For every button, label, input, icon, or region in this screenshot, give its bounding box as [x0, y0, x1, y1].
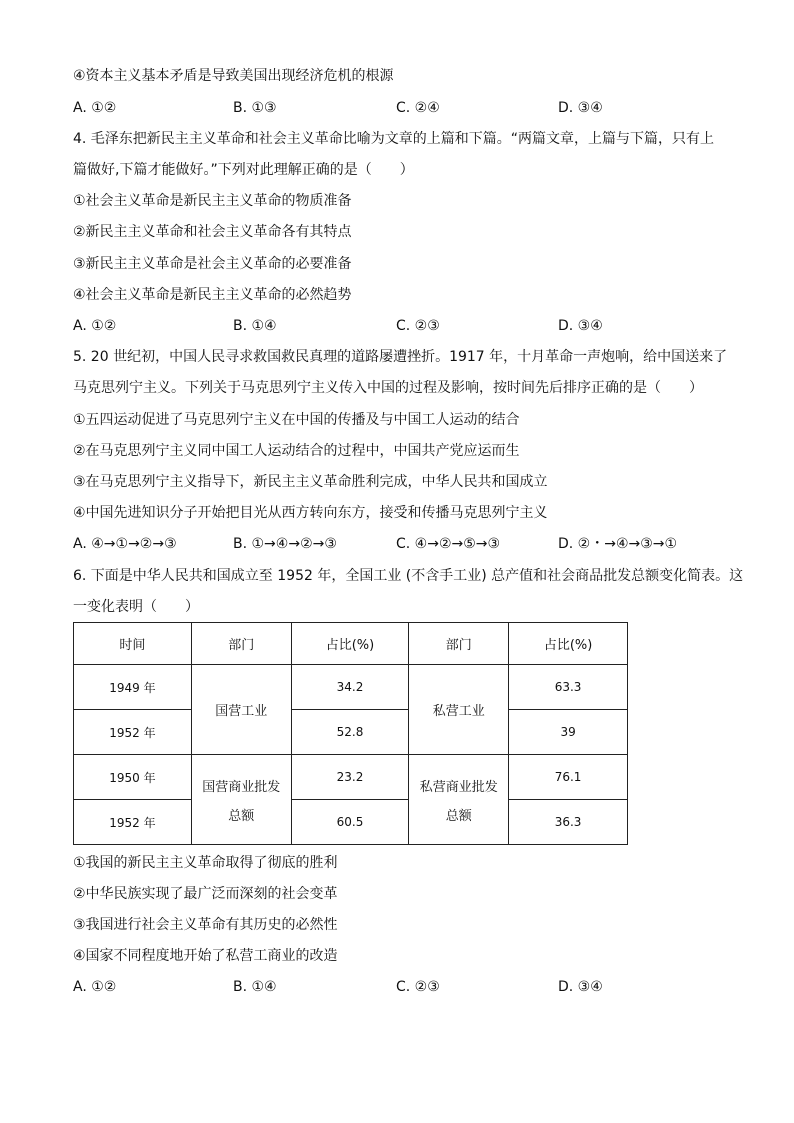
q5-item-3: ③在马克思列宁主义指导下，新民主主义革命胜利完成，中华人民共和国成立	[73, 474, 548, 490]
dept-label-line-2: 总额	[228, 808, 255, 824]
table-cell-dept-private-industry: 私营工业	[409, 665, 509, 755]
q4-item-3: ③新民主主义革命是社会主义革命的必要准备	[73, 256, 352, 272]
q5-option-d[interactable]: D. ②・→④→③→①	[558, 536, 678, 552]
dept-label-line-2: 总额	[445, 808, 472, 824]
q4-option-b[interactable]: B. ①④	[233, 318, 277, 334]
q5-item-4: ④中国先进知识分子开始把目光从西方转向东方，接受和传播马克思列宁主义	[73, 505, 548, 521]
q6-stem-line-2: 一变化表明（ ）	[73, 599, 199, 615]
table-header-cell: 占比(%)	[291, 623, 409, 665]
q5-item-1: ①五四运动促进了马克思列宁主义在中国的传播及与中国工人运动的结合	[73, 412, 520, 428]
q6-options	[73, 977, 733, 997]
table-cell-dept-state-commerce	[191, 755, 291, 845]
q3-option-a[interactable]: A. ①②	[73, 100, 117, 116]
table-cell-value: 39	[509, 710, 628, 755]
q6-option-c[interactable]: C. ②③	[396, 979, 440, 995]
q5-options	[73, 534, 733, 554]
table-cell-value: 34.2	[291, 665, 409, 710]
table-cell-year: 1949 年	[74, 665, 192, 710]
q5-option-b[interactable]: B. ①→④→②→③	[233, 536, 337, 552]
table-row	[74, 755, 628, 800]
table-cell-year: 1950 年	[74, 755, 192, 800]
q6-item-4: ④国家不同程度地开始了私营工商业的改造	[73, 948, 338, 964]
table-cell-value: 52.8	[291, 710, 409, 755]
table-cell-value: 76.1	[509, 755, 628, 800]
table-header-cell: 占比(%)	[509, 623, 628, 665]
table-cell-value: 23.2	[291, 755, 409, 800]
q4-item-2: ②新民主主义革命和社会主义革命各有其特点	[73, 224, 352, 240]
q5-item-2: ②在马克思列宁主义同中国工人运动结合的过程中，中国共产党应运而生	[73, 443, 520, 459]
dept-label-line-1: 私营商业批发	[419, 779, 498, 795]
table-cell-year: 1952 年	[74, 800, 192, 845]
q4-item-4: ④社会主义革命是新民主主义革命的必然趋势	[73, 287, 352, 303]
q6-option-a[interactable]: A. ①②	[73, 979, 117, 995]
table-header-row	[74, 623, 628, 665]
q4-option-a[interactable]: A. ①②	[73, 318, 117, 334]
q4-option-d[interactable]: D. ③④	[558, 318, 603, 334]
q4-stem-line-2: 篇做好,下篇才能做好。”下列对此理解正确的是（ ）	[73, 162, 414, 178]
q6-item-2: ②中华民族实现了最广泛而深刻的社会变革	[73, 886, 338, 902]
table-row	[74, 665, 628, 710]
table-header-cell: 时间	[74, 623, 192, 665]
q5-option-c[interactable]: C. ④→②→⑤→③	[396, 536, 501, 552]
q6-stem-line-1: 6. 下面是中华人民共和国成立至 1952 年，全国工业 (不含手工业) 总产值和社会商品批发总额变化简表。这	[73, 568, 744, 584]
table-row	[74, 710, 628, 755]
q5-stem-line-1: 5. 20 世纪初，中国人民寻求救国救民真理的道路屡遭挫折。1917 年，十月革命一声炮响，给中国送来了	[73, 349, 728, 365]
table-header-cell: 部门	[191, 623, 291, 665]
table-row	[74, 800, 628, 845]
q5-stem-line-2: 马克思列宁主义。下列关于马克思列宁主义传入中国的过程及影响，按时间先后排序正确的是（ ）	[73, 380, 703, 396]
q3-item-4: ④资本主义基本矛盾是导致美国出现经济危机的根源	[73, 68, 394, 84]
q4-options	[73, 316, 733, 336]
table-cell-value: 63.3	[509, 665, 628, 710]
dept-label-line-1: 国营商业批发	[202, 779, 281, 795]
q3-option-b[interactable]: B. ①③	[233, 100, 277, 116]
q3-option-c[interactable]: C. ②④	[396, 100, 440, 116]
q3-options	[73, 98, 733, 118]
table-cell-year: 1952 年	[74, 710, 192, 755]
q4-item-1: ①社会主义革命是新民主主义革命的物质准备	[73, 193, 352, 209]
q4-stem-line-1: 4. 毛泽东把新民主主义革命和社会主义革命比喻为文章的上篇和下篇。“两篇文章，上篇与下篇，只有上	[73, 131, 715, 147]
q3-option-d[interactable]: D. ③④	[558, 100, 603, 116]
q4-option-c[interactable]: C. ②③	[396, 318, 440, 334]
q6-data-table	[73, 622, 628, 845]
table-cell-value: 36.3	[509, 800, 628, 845]
q6-item-1: ①我国的新民主主义革命取得了彻底的胜利	[73, 855, 338, 871]
table-cell-value: 60.5	[291, 800, 409, 845]
q6-item-3: ③我国进行社会主义革命有其历史的必然性	[73, 917, 338, 933]
q6-option-d[interactable]: D. ③④	[558, 979, 603, 995]
table-cell-dept-state-industry: 国营工业	[191, 665, 291, 755]
q5-option-a[interactable]: A. ④→①→②→③	[73, 536, 177, 552]
q6-option-b[interactable]: B. ①④	[233, 979, 277, 995]
table-header-cell: 部门	[409, 623, 509, 665]
table-cell-dept-private-commerce	[409, 755, 509, 845]
